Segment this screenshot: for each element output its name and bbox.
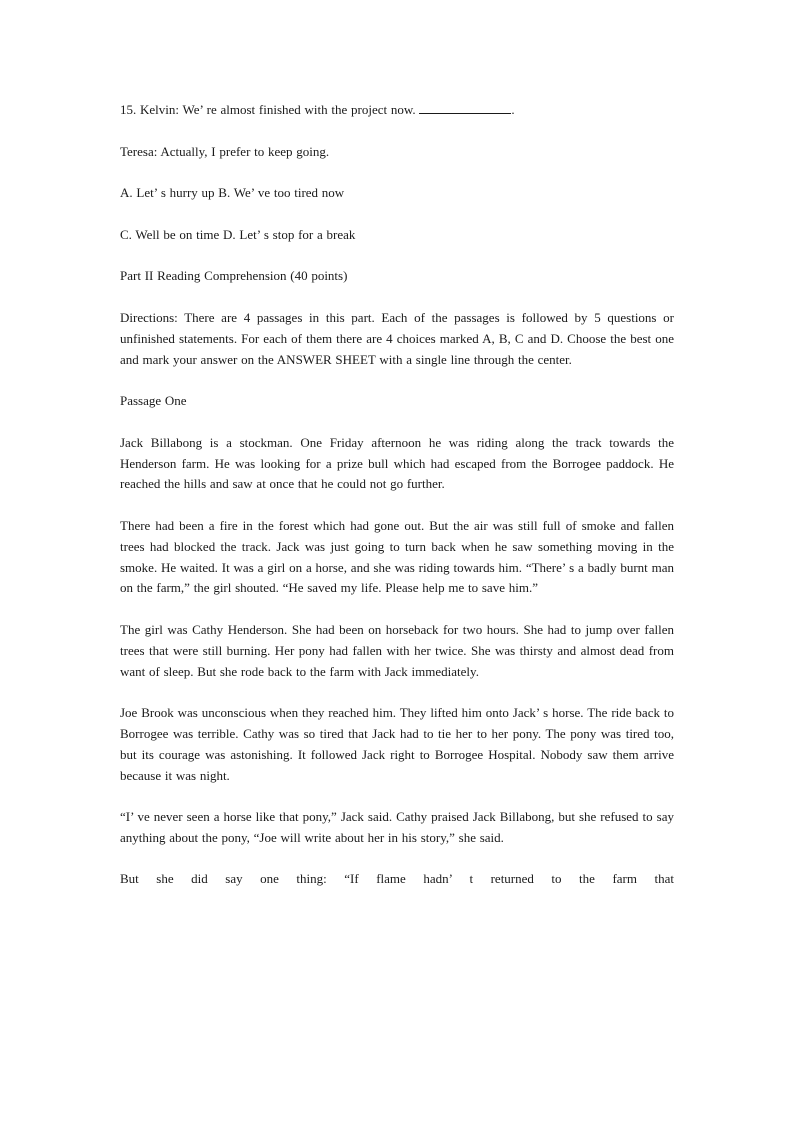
passage-paragraph: The girl was Cathy Henderson. She had been on horseback for two hours. She had to jump over fallen trees that were still burning. Her pony had fallen with her twice. She was thirsty and almost dead from want of sleep. But she rode back to the farm with Jack immediately.: [120, 621, 674, 679]
question-15-reply: Teresa: Actually, I prefer to keep going.: [120, 143, 330, 159]
passage-paragraph: Joe Brook was unconscious when they reached him. They lifted him onto Jack’ s horse. The ride back to Borrogee was terrible. Cathy was so tired that Jack had to tie her to her pony. The pony was tired too, but its courage was astonishing. It followed Jack right to Borrogee Hospital. Nobody saw them arrive because it was night.: [120, 705, 674, 783]
document-page: [120, 100, 674, 890]
part-title: Part II Reading Comprehension (40 points): [120, 268, 348, 284]
question-15-options-ab: A. Let’ s hurry up B. We’ ve too tired now: [120, 185, 345, 201]
question-15-stem: [120, 100, 674, 121]
passage-paragraph: “I’ ve never seen a horse like that pony,” Jack said. Cathy praised Jack Billabong, but she refused to say anything about the pony, “Joe will write about her in his story,” she said.: [120, 809, 674, 845]
directions: Directions: There are 4 passages in this part. Each of the passages is followed by 5 questions or unfinished statements. For each of them there are 4 choices marked A, B, C and D. Choose the best one and mark your answer on the ANSWER SHEET with a single line through the center.: [120, 309, 674, 367]
passage-paragraph: But she did say one thing: “If flame hadn’ t returned to the farm that: [120, 871, 674, 887]
question-15-end: .: [511, 102, 515, 117]
passage-paragraph: Jack Billabong is a stockman. One Friday afternoon he was riding along the track towards the Henderson farm. He was looking for a prize bull which had escaped from the Borrogee paddock. He reached the hills and saw at once that he could not go further.: [120, 434, 674, 492]
question-15-options-cd: C. Well be on time D. Let’ s stop for a break: [120, 226, 356, 242]
passage-paragraph: There had been a fire in the forest which had gone out. But the air was still full of smoke and fallen trees had blocked the track. Jack was just going to turn back when he saw something moving in the smoke. He waited. It was a girl on a horse, and she was riding towards him. “There’ s a badly burnt man on the farm,” the girl shouted. “He saved my life. Please help me to save him.”: [120, 517, 674, 596]
question-15-text: 15. Kelvin: We’ re almost finished with the project now.: [120, 102, 416, 117]
answer-blank: [419, 101, 511, 114]
passage-title: Passage One: [120, 393, 187, 409]
